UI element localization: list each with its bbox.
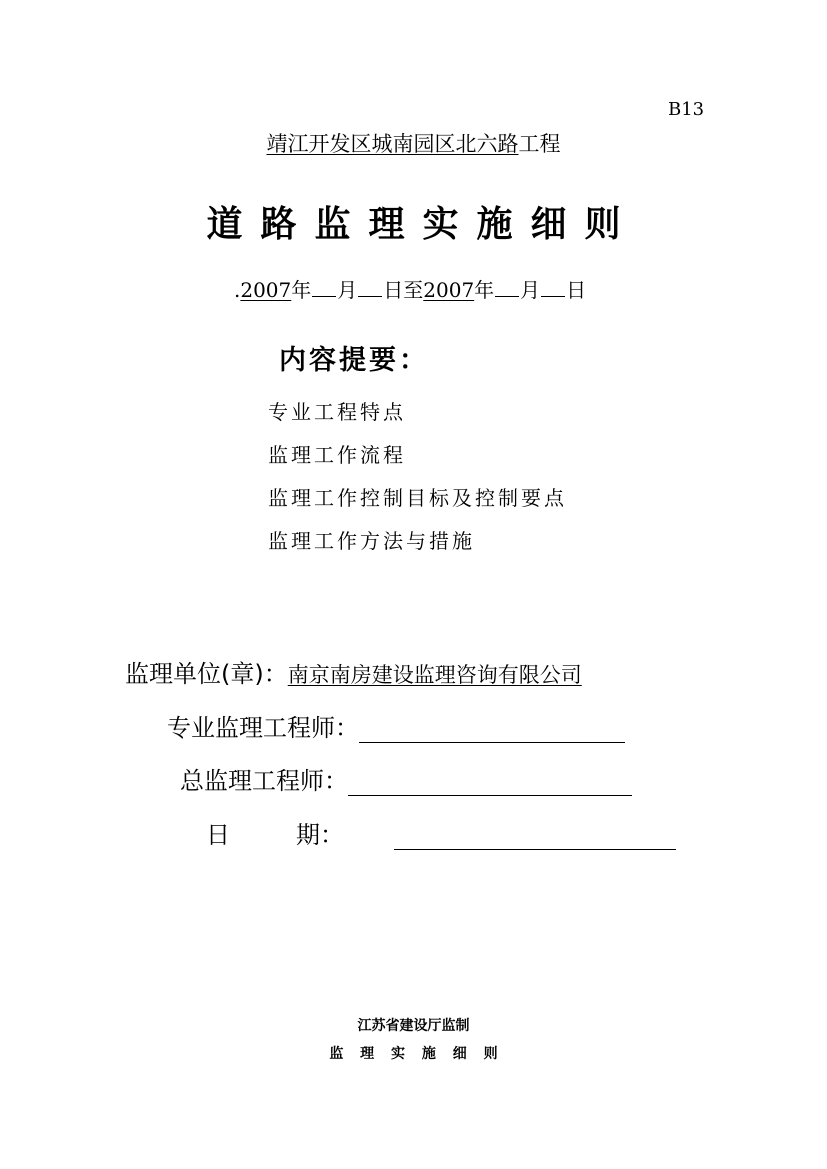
- footer-issuer: 江苏省建设厅监制: [357, 1018, 470, 1034]
- project-name: 靖江开发区城南园区北六路: [266, 132, 519, 156]
- start-day-char: 日: [383, 278, 404, 302]
- project-line: [0, 128, 827, 158]
- summary-item: 监理工作流程: [268, 443, 406, 467]
- sign-date-row: [206, 815, 676, 850]
- summary-item: 监理工作方法与措施: [268, 529, 475, 553]
- engineer-signature-field[interactable]: [359, 714, 625, 743]
- supervision-unit-label: 监理单位(章)：: [125, 660, 288, 688]
- document-title: 道路监理实施细则: [206, 203, 639, 245]
- footer-doc-type: 监 理 实 施 细 则: [329, 1046, 504, 1062]
- summary-item: 监理工作控制目标及控制要点: [268, 486, 567, 510]
- date-prefix: .: [234, 278, 241, 302]
- end-year: 2007: [423, 278, 475, 302]
- end-month-blank: [495, 295, 519, 297]
- summary-item: 专业工程特点: [268, 400, 406, 424]
- project-suffix: 工程: [518, 132, 561, 156]
- form-code: B13: [668, 99, 705, 120]
- chief-engineer-signature-field[interactable]: [348, 767, 632, 796]
- chief-engineer-label: 总监理工程师：: [180, 767, 348, 795]
- start-day-blank: [358, 295, 382, 297]
- start-year: 2007: [240, 278, 292, 302]
- date-range: [234, 274, 586, 303]
- engineer-row: [167, 708, 625, 743]
- engineer-label: 专业监理工程师：: [167, 714, 359, 742]
- date-to: 至: [403, 278, 424, 302]
- summary-heading: 内容提要：: [279, 345, 429, 376]
- end-day-char: 日: [566, 278, 587, 302]
- start-month-char: 月: [337, 278, 358, 302]
- end-year-char: 年: [474, 278, 495, 302]
- supervision-unit-value: 南京南房建设监理咨询有限公司: [287, 663, 582, 687]
- end-month-char: 月: [520, 278, 541, 302]
- start-month-blank: [312, 295, 336, 297]
- end-day-blank: [541, 295, 565, 297]
- chief-engineer-row: [180, 761, 632, 796]
- start-year-char: 年: [291, 278, 312, 302]
- supervision-unit-row: [125, 654, 582, 689]
- date-label-second: 期：: [296, 821, 344, 849]
- date-label-first: 日: [206, 821, 230, 849]
- sign-date-field[interactable]: [394, 821, 676, 850]
